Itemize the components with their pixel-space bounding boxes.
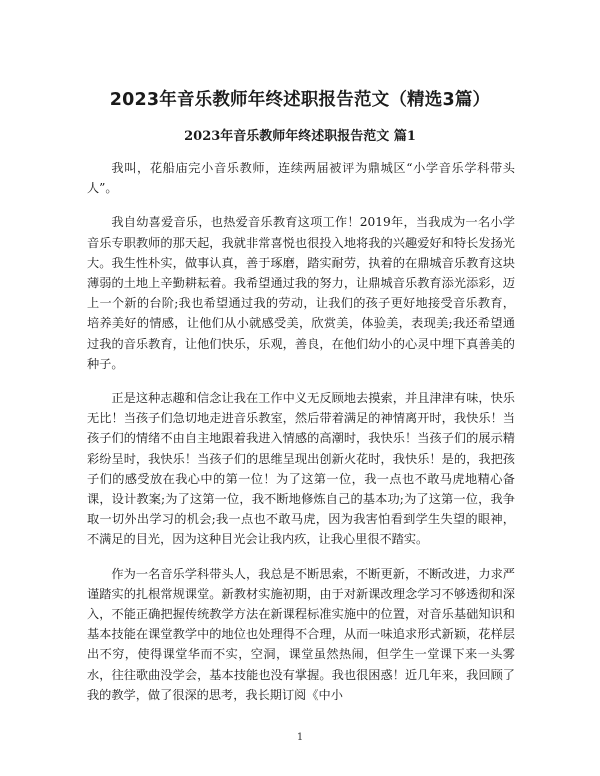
page-number: 1 (296, 732, 304, 743)
paragraph-joy: 正是这种志趣和信念让我在工作中义无反顾地去摸索，并且津津有味，快乐无比！当孩子们急切地走进音乐教室，然后带着满足的神情离开时，我快乐！当孩子们的情绪不由自主地跟着我进入情感的高潮时，我快乐！当孩子们的展示精彩纷呈时，我快乐！当孩子们的思维呈现出创新火花时，我快乐！是的，我把孩子们的感受放在我心中的第一位！为了这第一位，我一点也不敢马虎地精心备课，设计教案;为了这第一位，我不断地修炼自己的基本功;为了这第一位，我争取一切外出学习的机会;我一点也不敢马虎，因为我害怕看到学生失望的眼神，不满足的目光，因为这种目光会让我内疚，让我心里很不踏实。 (87, 391, 515, 547)
paragraph-intro: 我叫，花船庙完小音乐教师，连续两届被评为鼎城区“小学音乐学科带头人”。 (87, 161, 515, 196)
paragraph-reflection: 作为一名音乐学科带头人，我总是不断思索，不断更新，不断改进，力求严谨踏实的扎根常规课堂。新教材实施初期，由于对新课改理念学习不够透彻和深入，不能正确把握传统教学方法在新课程标准实施中的位置，对音乐基础知识和基本技能在课堂教学中的地位也处理得不合理，从而一味追求形式新颖，花样层出不穷，使得课堂华而不实，空洞，课堂虽然热闹，但学生一堂课下来一头雾水，往往歌曲没学会，基本技能也没有掌握。我也很困惑！近几年来，我回顾了我的教学，做了很深的思考，我长期订阅《中小 (87, 566, 515, 702)
document-title: 2023年音乐教师年终述职报告范文（精选3篇） (109, 90, 491, 110)
paragraph-passion: 我自幼喜爱音乐，也热爱音乐教育这项工作！2019年，当我成为一名小学音乐专职教师的那天起，我就非常喜悦也很投入地将我的兴趣爱好和特长发扬光大。我生性朴实，做事认真，善于琢磨，踏实耐劳，执着的在鼎城音乐教育这块薄弱的土地上辛勤耕耘着。我希望通过我的努力，让鼎城音乐教育添光添彩，迈上一个新的台阶;我也希望通过我的劳动，让我们的孩子更好地接受音乐教育，培养美好的情感，让他们从小就感受美，欣赏美，体验美，表现美;我还希望通过我的音乐教育，让他们快乐，乐观，善良，在他们幼小的心灵中埋下真善美的种子。 (87, 215, 515, 371)
section-title: 2023年音乐教师年终述职报告范文 篇1 (184, 129, 416, 144)
document-body (87, 158, 515, 719)
